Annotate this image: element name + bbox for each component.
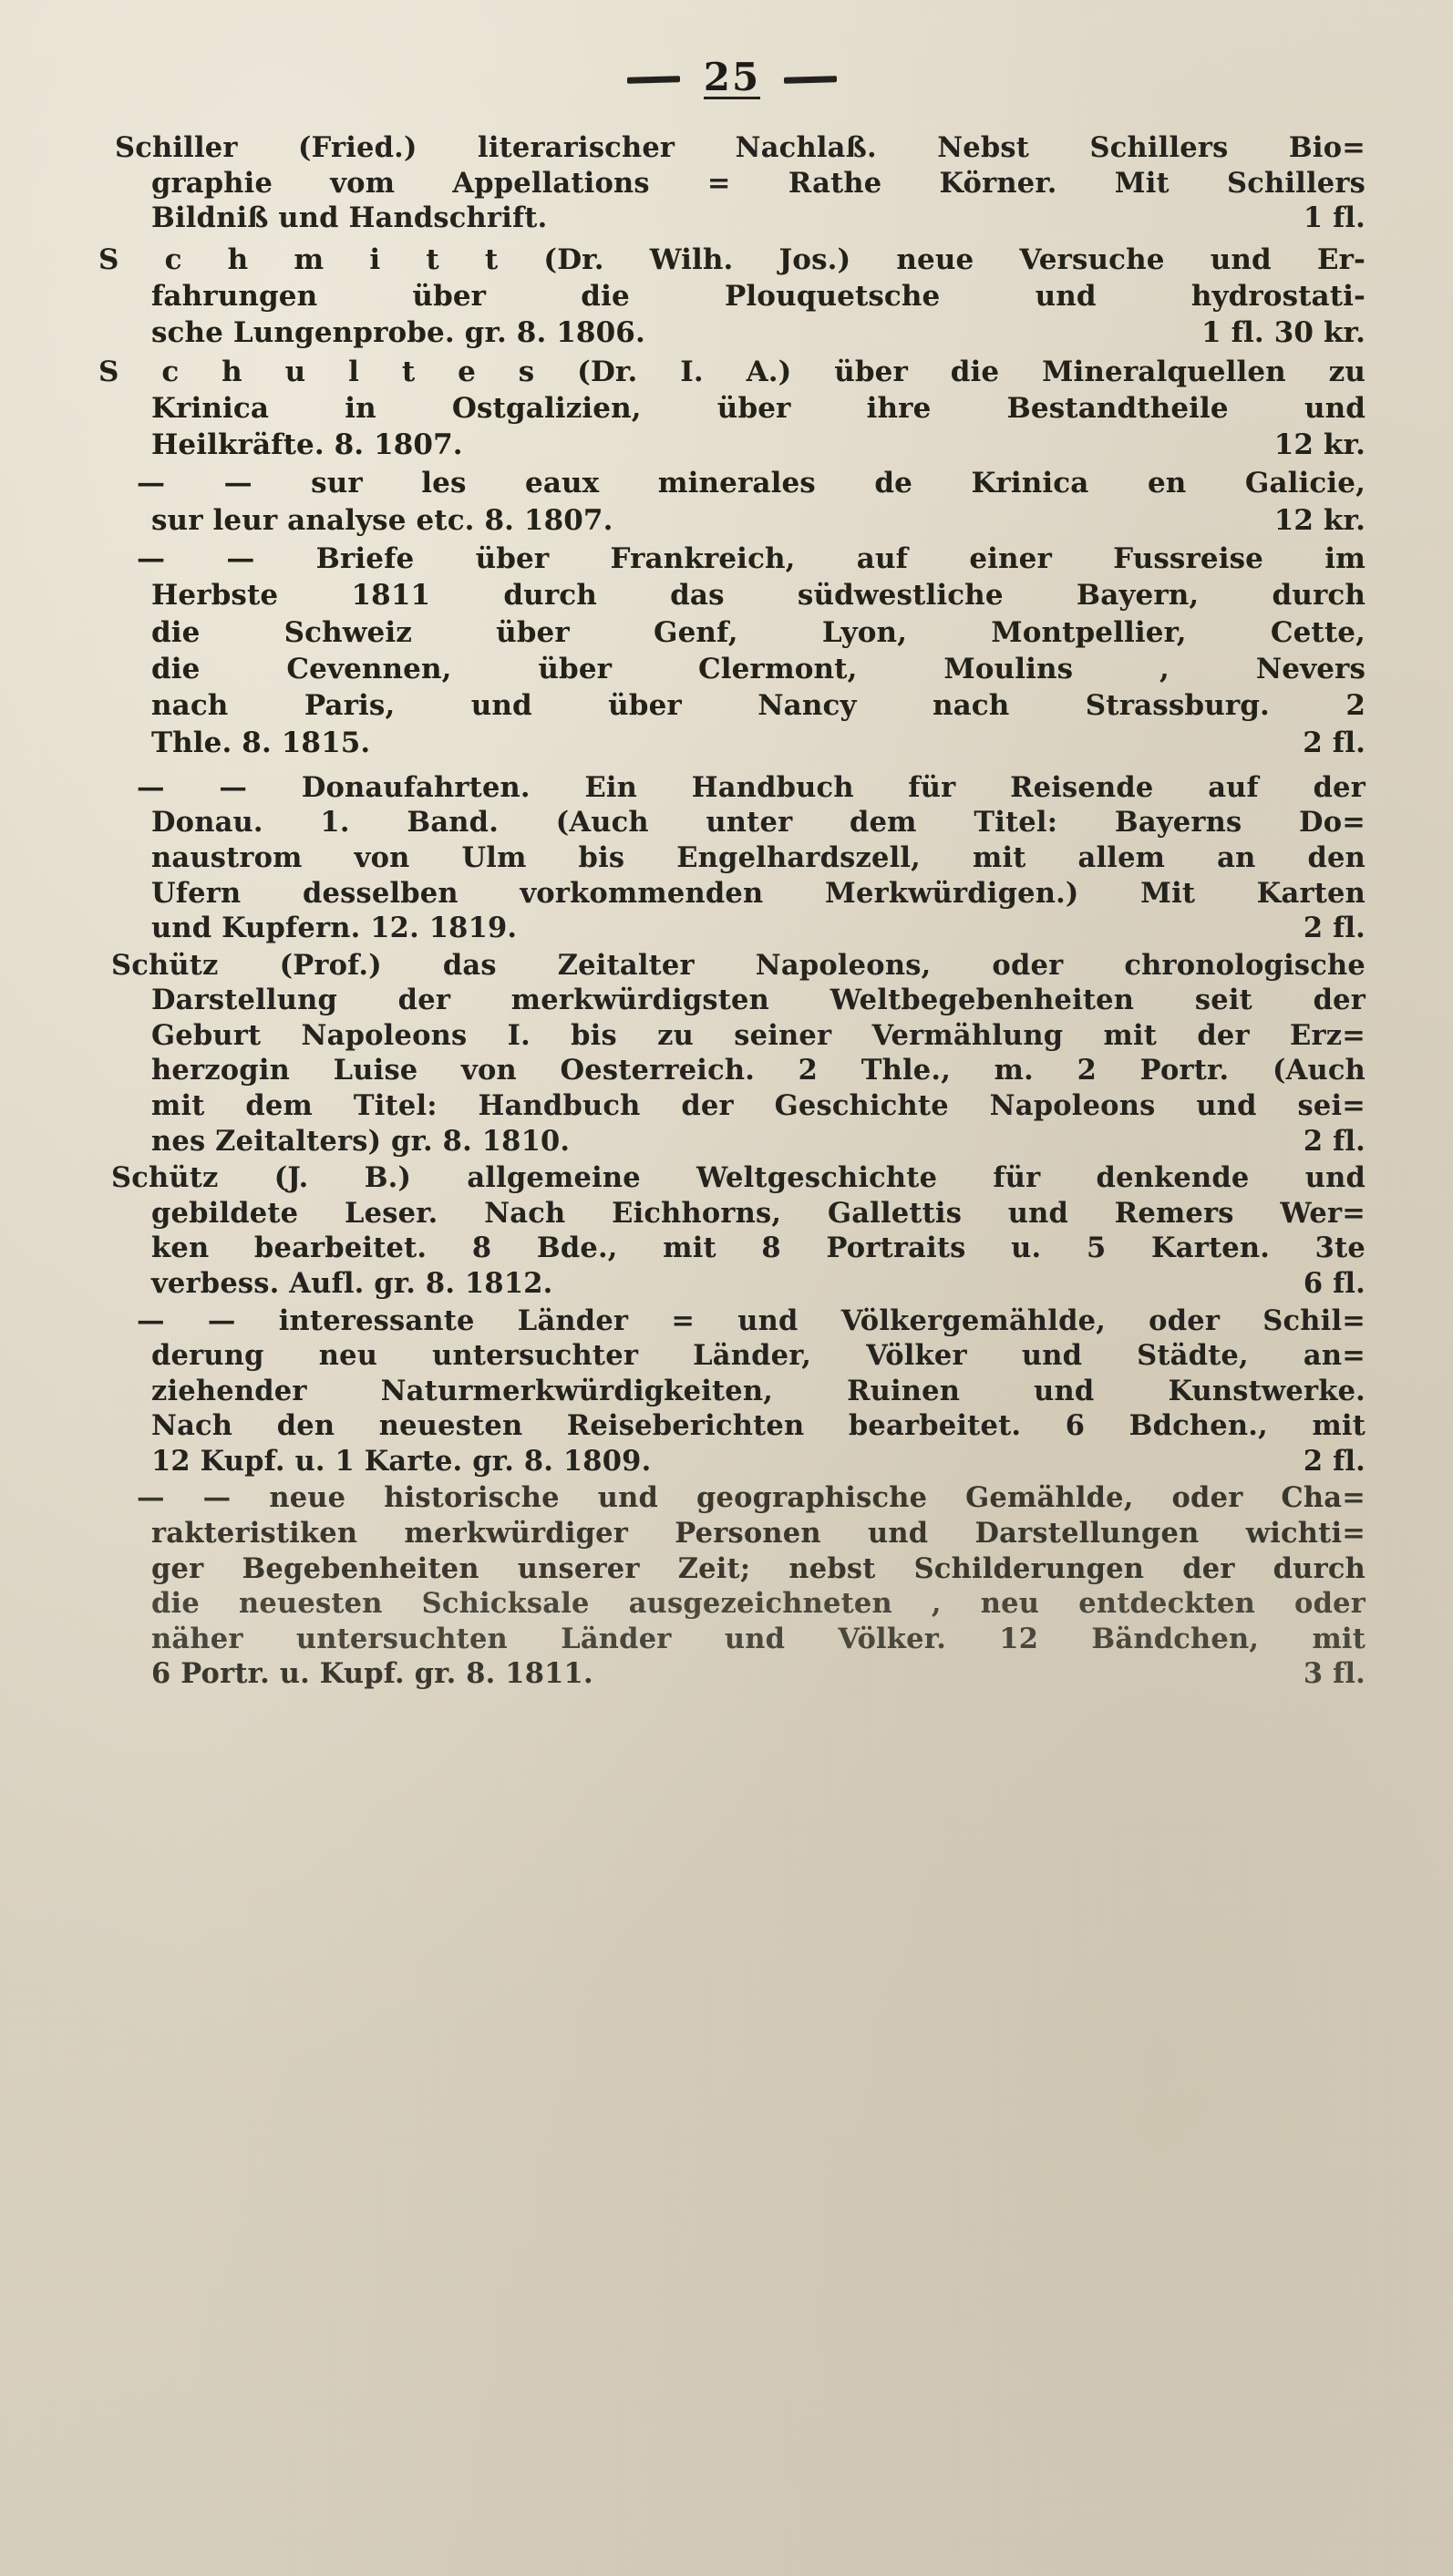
page-content xyxy=(98,55,1365,1694)
entry-line: ziehender Naturmerkwürdigkeiten, Ruinen und Kunstwerke. xyxy=(151,1374,1365,1407)
entry-price: 2 fl. xyxy=(1303,726,1365,759)
entry-line: — — neue historische und geographische Gemählde, oder Cha= xyxy=(137,1481,1365,1515)
entry-line: die Schweiz über Genf, Lyon, Montpellier, Cette, xyxy=(151,615,1365,649)
page-header xyxy=(98,55,1365,99)
entry-line: — — Briefe über Frankreich, auf einer Fussreise im xyxy=(137,542,1365,576)
entry-line: naustrom von Ulm bis Engelhardszell, mit allem an den xyxy=(151,840,1365,874)
entry-line: die neuesten Schicksale ausgezeichneten , neu entdeckten oder xyxy=(151,1587,1365,1621)
entry-line: gebildete Leser. Nach Eichhorns, Gallettis und Remers Wer= xyxy=(151,1196,1365,1230)
catalog-entry xyxy=(98,770,1365,946)
entry-price: 3 fl. xyxy=(1303,1657,1365,1691)
entry-line: Geburt Napoleons I. bis zu seiner Vermählung mit der Erz= xyxy=(151,1018,1365,1052)
entry-line: und Kupfern. 12. 1819. xyxy=(151,912,518,945)
entry-line: graphie vom Appellations = Rathe Körner. Mit Schillers xyxy=(151,166,1365,200)
header-rule-right xyxy=(784,76,837,84)
entry-line: S c h m i t t (Dr. Wilh. Jos.) neue Versuche und Er- xyxy=(98,242,1365,276)
entry-line: die Cevennen, über Clermont, Moulins , Nevers xyxy=(151,652,1365,685)
catalog-entry xyxy=(98,541,1365,761)
catalog-entry xyxy=(98,1160,1365,1301)
entry-price: 1 fl. 30 kr. xyxy=(1201,316,1365,350)
header-rule-left xyxy=(627,76,680,84)
entry-line: herzogin Luise von Oesterreich. 2 Thle., m. 2 Portr. (Auch xyxy=(151,1054,1365,1087)
catalog-entry xyxy=(98,354,1365,464)
entry-line: Krinica in Ostgalizien, über ihre Bestandtheile und xyxy=(151,391,1365,425)
entry-line: nach Paris, und über Nancy nach Strassburg. 2 xyxy=(151,689,1365,723)
entry-price: 1 fl. xyxy=(1303,201,1365,235)
entry-price: 12 kr. xyxy=(1273,428,1365,462)
entry-price: 12 kr. xyxy=(1273,503,1365,537)
entry-line: fahrungen über die Plouquetsche und hydrostati- xyxy=(151,279,1365,313)
entry-price: 2 fl. xyxy=(1303,1444,1365,1478)
entry-line: 6 Portr. u. Kupf. gr. 8. 1811. xyxy=(151,1657,593,1691)
entry-line: sur leur analyse etc. 8. 1807. xyxy=(151,503,613,537)
entry-line: ger Begebenheiten unserer Zeit; nebst Schilderungen der durch xyxy=(151,1551,1365,1585)
entry-line: nes Zeitalters) gr. 8. 1810. xyxy=(151,1124,571,1158)
entry-line: rakteristiken merkwürdiger Personen und Darstellungen wichti= xyxy=(151,1516,1365,1550)
entry-price: 6 fl. xyxy=(1303,1266,1365,1300)
entry-line: 12 Kupf. u. 1 Karte. gr. 8. 1809. xyxy=(151,1444,652,1478)
entry-line: derung neu untersuchter Länder, Völker und Städte, an= xyxy=(151,1339,1365,1373)
entry-line: mit dem Titel: Handbuch der Geschichte Napoleons und sei= xyxy=(151,1089,1365,1123)
entry-line: — — sur les eaux minerales de Krinica en Galicie, xyxy=(137,467,1365,500)
entry-line: verbess. Aufl. gr. 8. 1812. xyxy=(151,1266,553,1300)
entry-line: Nach den neuesten Reiseberichten bearbeitet. 6 Bdchen., mit xyxy=(151,1409,1365,1443)
catalog-entry xyxy=(98,1303,1365,1479)
entry-line: — — interessante Länder = und Völkergemählde, oder Schil= xyxy=(137,1303,1365,1337)
entry-line: Heilkräfte. 8. 1807. xyxy=(151,428,463,462)
entry-line: näher untersuchten Länder und Völker. 12 Bändchen, mit xyxy=(151,1622,1365,1655)
catalog-entry xyxy=(98,130,1365,236)
entry-line: Herbste 1811 durch das südwestliche Bayern, durch xyxy=(151,579,1365,613)
catalog-entry xyxy=(98,948,1365,1159)
entry-line: Ufern desselben vorkommenden Merkwürdigen.) Mit Karten xyxy=(151,876,1365,910)
entry-line: Schütz (J. B.) allgemeine Weltgeschichte für denkende und xyxy=(111,1161,1365,1195)
entry-line: Darstellung der merkwürdigsten Weltbegebenheiten seit der xyxy=(151,984,1365,1017)
entry-line: Schiller (Fried.) literarischer Nachlaß. Nebst Schillers Bio= xyxy=(115,130,1365,164)
entry-line: ken bearbeitet. 8 Bde., mit 8 Portraits u. 5 Karten. 3te xyxy=(151,1231,1365,1265)
entry-price: 2 fl. xyxy=(1303,1124,1365,1158)
entry-line: sche Lungenprobe. gr. 8. 1806. xyxy=(151,316,645,350)
entry-price: 2 fl. xyxy=(1303,912,1365,945)
catalog-entry xyxy=(98,465,1365,539)
entry-line: Schütz (Prof.) das Zeitalter Napoleons, oder chronologische xyxy=(111,948,1365,982)
catalog-entry xyxy=(98,242,1365,352)
page-number: 25 xyxy=(703,55,761,100)
entry-line: Thle. 8. 1815. xyxy=(151,726,371,759)
entry-line: Donau. 1. Band. (Auch unter dem Titel: Bayerns Do= xyxy=(151,806,1365,840)
entry-line: S c h u l t e s (Dr. I. A.) über die Mineralquellen zu xyxy=(98,355,1365,388)
entry-line: Bildniß und Handschrift. xyxy=(151,201,548,235)
entry-line: — — Donaufahrten. Ein Handbuch für Reisende auf der xyxy=(137,770,1365,804)
catalog-entry xyxy=(98,1480,1365,1691)
